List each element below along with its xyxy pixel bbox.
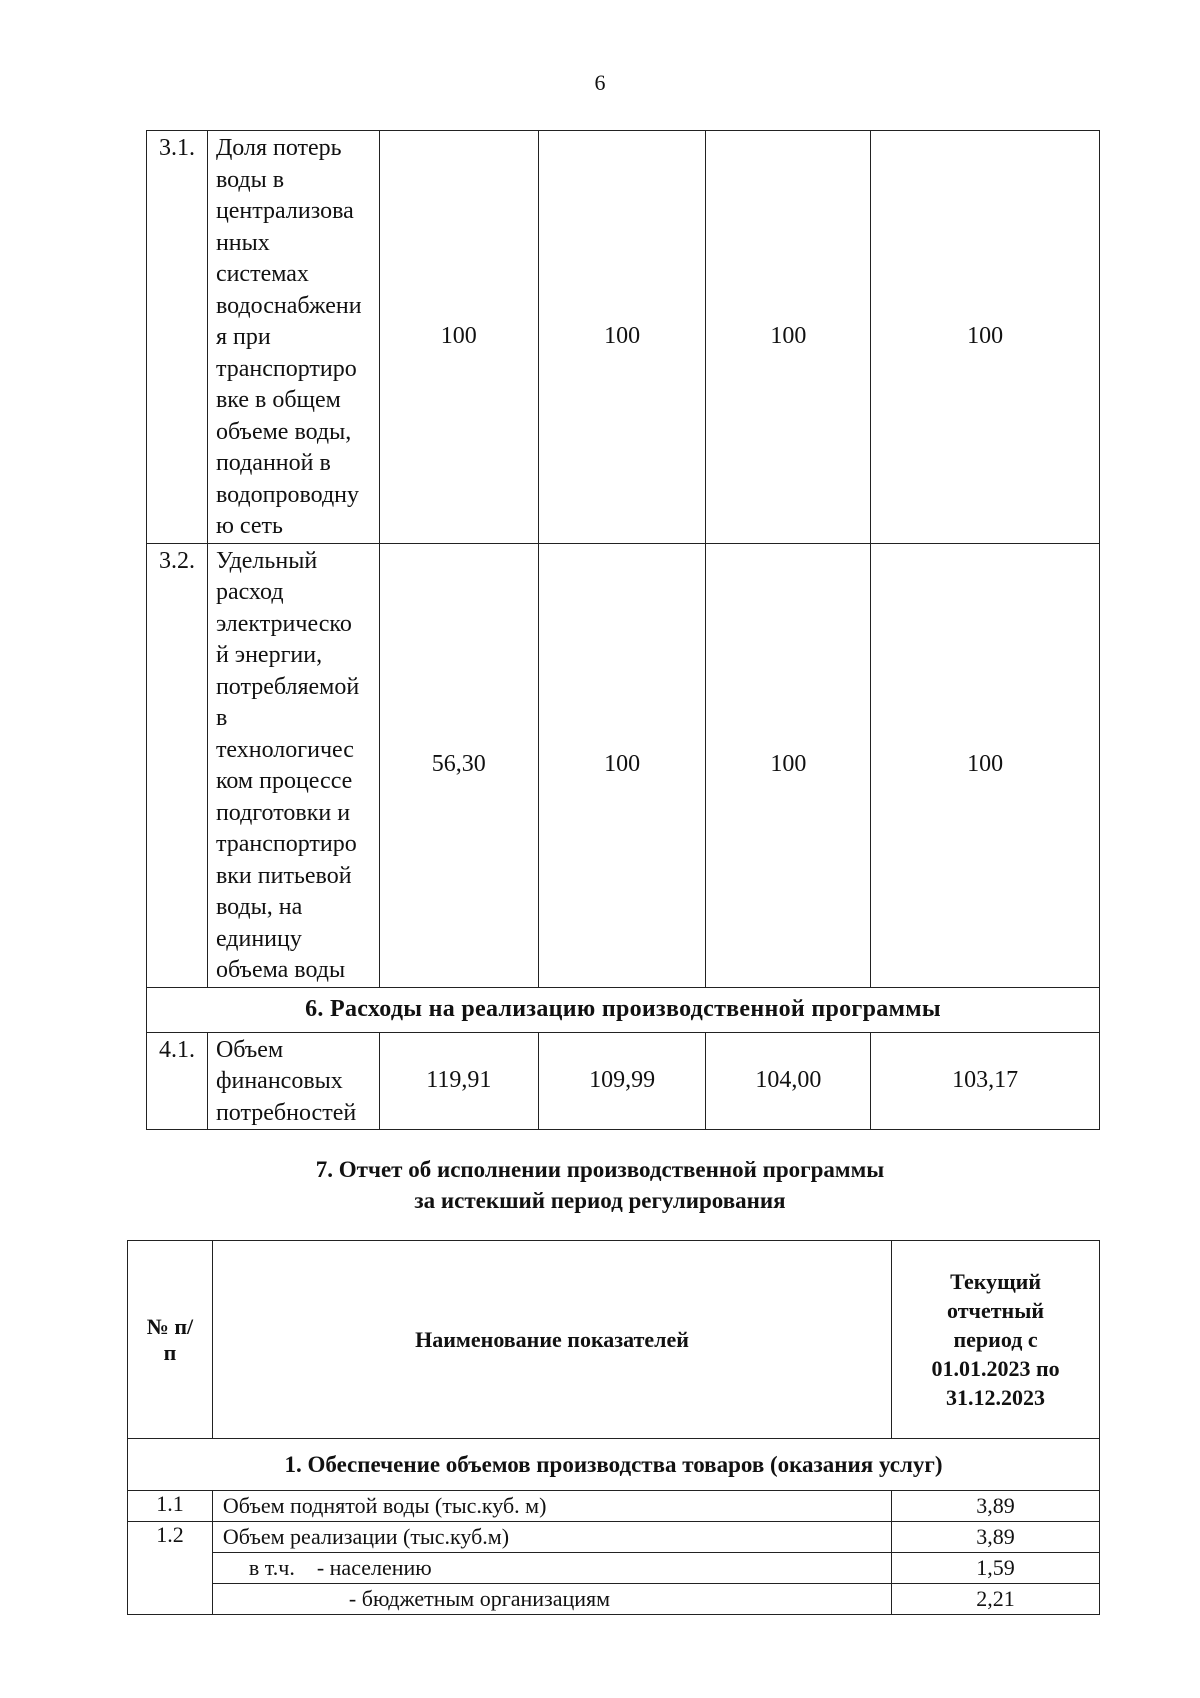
name-line: транспортиро — [215, 831, 357, 857]
value-cell: 100 — [871, 131, 1100, 544]
name-line: расход — [215, 579, 284, 605]
name-line: технологичес — [215, 736, 354, 763]
execution-report-table — [127, 1240, 1100, 1615]
name-line: потребляемой — [215, 673, 360, 700]
section-heading-1: 1. Обеспечение объемов производства товаров (оказания услуг) — [128, 1439, 1100, 1491]
value-cell: 100 — [538, 543, 706, 987]
name-line: вки питьевой — [215, 862, 352, 889]
row-number: 3.2. — [147, 543, 208, 987]
row-number: 4.1. — [147, 1032, 208, 1130]
indicator-name — [207, 1032, 379, 1130]
name-line: транспортиро — [215, 355, 357, 382]
table-row — [147, 131, 1100, 544]
table-row — [128, 1553, 1100, 1584]
name-line: вке в общем — [215, 387, 341, 413]
name-line: потребностей — [215, 1099, 357, 1126]
name-line: я при — [215, 324, 271, 350]
section-row — [147, 987, 1100, 1032]
table-row — [128, 1584, 1100, 1615]
value-cell: 2,21 — [892, 1584, 1100, 1615]
value-cell: 100 — [538, 131, 706, 544]
name-line: Доля потерь — [215, 135, 342, 161]
section-row — [128, 1439, 1100, 1491]
name-line: централизова — [215, 198, 354, 224]
name-line: объеме воды, — [215, 418, 352, 445]
name-line: й энергии, — [215, 642, 323, 668]
name-line: поданной в — [215, 450, 331, 476]
row-number: 1.1 — [128, 1491, 213, 1522]
value-cell: 119,91 — [379, 1032, 538, 1130]
indicator-name — [207, 543, 379, 987]
value-cell: 56,30 — [379, 543, 538, 987]
name-line: единицу — [215, 925, 302, 952]
indicator-name: Объем поднятой воды (тыс.куб. м) — [212, 1491, 891, 1522]
value-cell: 3,89 — [892, 1522, 1100, 1553]
name-line: Объем — [215, 1036, 284, 1063]
indicator-name: в т.ч. - населению — [212, 1553, 891, 1584]
section-heading-6: 6. Расходы на реализацию производственной программы — [147, 987, 1100, 1032]
value-cell: 100 — [379, 131, 538, 544]
page-number: 6 — [594, 70, 606, 95]
name-line: объема воды — [215, 957, 346, 983]
table-row — [147, 1032, 1100, 1130]
value-cell: 109,99 — [538, 1032, 706, 1130]
name-line: воды в — [215, 166, 285, 193]
production-program-table — [146, 130, 1100, 1130]
value-cell: 103,17 — [871, 1032, 1100, 1130]
header-row — [128, 1241, 1100, 1439]
name-line: системах — [215, 261, 309, 287]
row-number: 1.2 — [128, 1522, 213, 1553]
section-7-title-line-1: 7. Отчет об исполнении производственной программы — [315, 1157, 885, 1182]
value-cell: 100 — [706, 543, 871, 987]
section-7-title-line-2: за истекший период регулирования — [414, 1188, 786, 1213]
value-cell: 100 — [871, 543, 1100, 987]
name-line: ю сеть — [215, 513, 283, 539]
header-number: № п/п — [128, 1241, 213, 1439]
table-row — [128, 1491, 1100, 1522]
row-number — [128, 1553, 213, 1584]
name-line: водоснабжени — [215, 292, 362, 319]
row-number: 3.1. — [147, 131, 208, 544]
table-row — [128, 1522, 1100, 1553]
name-line: водопроводну — [215, 481, 359, 508]
header-indicator-name: Наименование показателей — [212, 1241, 891, 1439]
indicator-name — [207, 131, 379, 544]
name-line: Удельный — [215, 547, 318, 574]
value-cell: 3,89 — [892, 1491, 1100, 1522]
indicator-name: - бюджетным организациям — [212, 1584, 891, 1615]
indicator-name: Объем реализации (тыс.куб.м) — [212, 1522, 891, 1553]
name-line: воды, на — [215, 894, 303, 920]
name-line: электрическо — [215, 610, 352, 637]
value-cell: 1,59 — [892, 1553, 1100, 1584]
section-7-heading — [0, 1154, 1200, 1216]
name-line: нных — [215, 229, 270, 256]
name-line: финансовых — [215, 1068, 343, 1094]
row-number — [128, 1584, 213, 1615]
name-line: ком процессе — [215, 768, 353, 794]
value-cell: 104,00 — [706, 1032, 871, 1130]
header-period: Текущий отчетный период с 01.01.2023 по 31.12.2023 — [892, 1241, 1100, 1439]
table-row — [147, 543, 1100, 987]
value-cell: 100 — [706, 131, 871, 544]
name-line: подготовки и — [215, 799, 351, 826]
name-line: в — [215, 705, 228, 731]
